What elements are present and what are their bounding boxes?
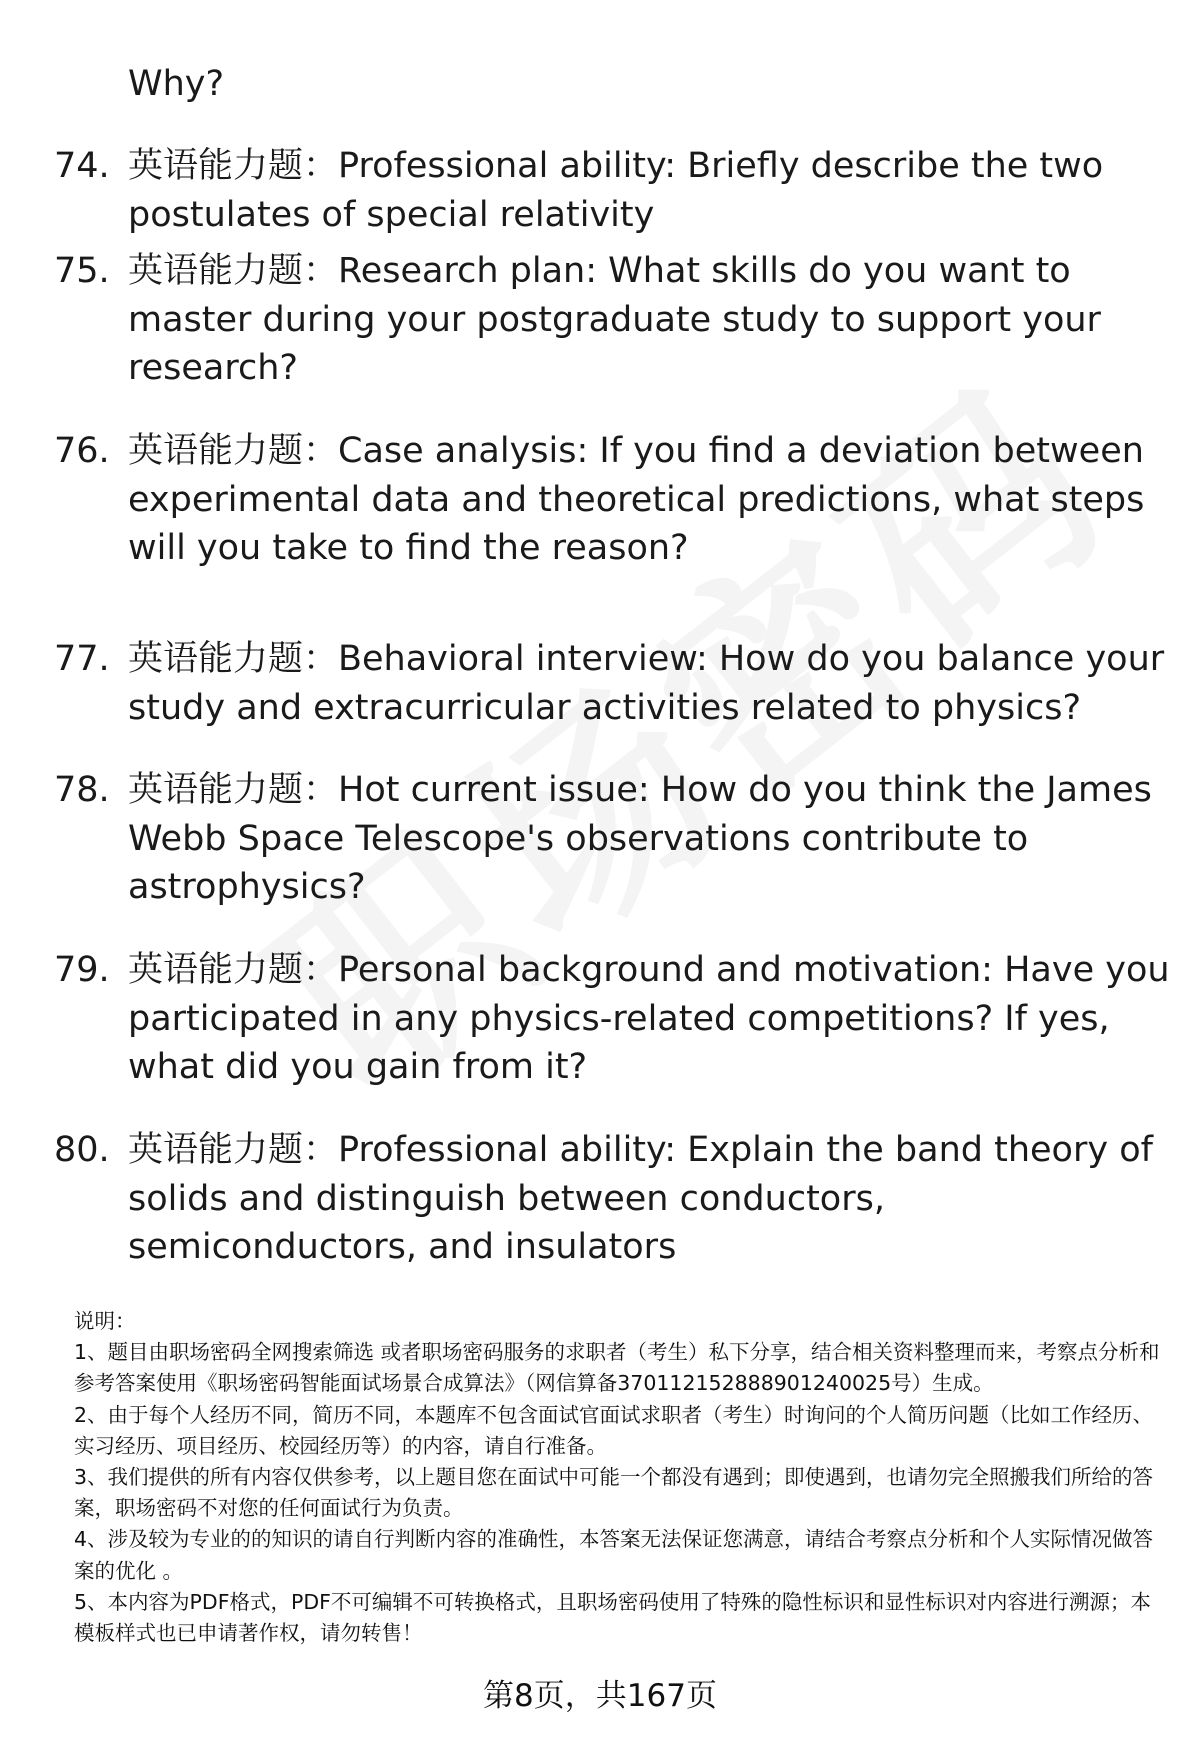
question-number: 77. xyxy=(54,639,110,679)
question-text: 英语能力题：Behavioral interview: How do you balance your study and extracurricular activities related to physics? xyxy=(128,639,1165,728)
question-number: 76. xyxy=(54,431,110,471)
question-text: 英语能力题：Hot current issue: How do you think the James Webb Space Telescope's observations contribute to astrophysics? xyxy=(128,770,1152,907)
question-number: 75. xyxy=(54,251,110,291)
notes-section xyxy=(74,1306,1162,1649)
question-text: 英语能力题：Research plan: What skills do you want to master during your postgraduate study to support your research? xyxy=(128,251,1101,388)
question-number: 79. xyxy=(54,950,110,990)
note-item: 1、题目由职场密码全网搜索筛选 或者职场密码服务的求职者（考生）私下分享，结合相关资料整理而来，考察点分析和参考答案使用《职场密码智能面试场景合成算法》（网信算备370112152888901240025号）生成。 xyxy=(74,1340,1160,1396)
question-text: 英语能力题：Case analysis: If you find a deviation between experimental data and theoretical predictions, what steps will you take to find the reason? xyxy=(128,431,1145,568)
question-text: 英语能力题：Professional ability: Explain the band theory of solids and distinguish between conductors, semiconductors, and insulators xyxy=(128,1130,1153,1267)
question-continuation: Why? xyxy=(128,64,225,104)
note-item: 4、涉及较为专业的的知识的请自行判断内容的准确性，本答案无法保证您满意，请结合考察点分析和个人实际情况做答案的优化 。 xyxy=(74,1527,1154,1583)
question-number: 78. xyxy=(54,770,110,810)
question-text: 英语能力题：Personal background and motivation: Have you participated in any physics-related competitions? If yes, what did you gain from it? xyxy=(128,950,1170,1087)
question-number: 74. xyxy=(54,146,110,186)
note-item: 2、由于每个人经历不同，简历不同，本题库不包含面试官面试求职者（考生）时询问的个人简历问题（比如工作经历、实习经历、项目经历、校园经历等）的内容，请自行准备。 xyxy=(74,1402,1154,1458)
question-number: 80. xyxy=(54,1130,110,1170)
note-item: 5、本内容为PDF格式，PDF不可编辑不可转换格式，且职场密码使用了特殊的隐性标识和显性标识对内容进行溯源；本模板样式也已申请著作权，请勿转售！ xyxy=(74,1589,1151,1646)
note-item: 3、我们提供的所有内容仅供参考，以上题目您在面试中可能一个都没有遇到；即使遇到，也请勿完全照搬我们所给的答案，职场密码不对您的任何面试行为负责。 xyxy=(74,1465,1154,1521)
question-text: 英语能力题：Professional ability: Briefly describe the two postulates of special relativity xyxy=(128,146,1104,235)
page-footer: 第8页，共167页 xyxy=(483,1678,717,1714)
notes-title: 说明： xyxy=(74,1309,136,1333)
